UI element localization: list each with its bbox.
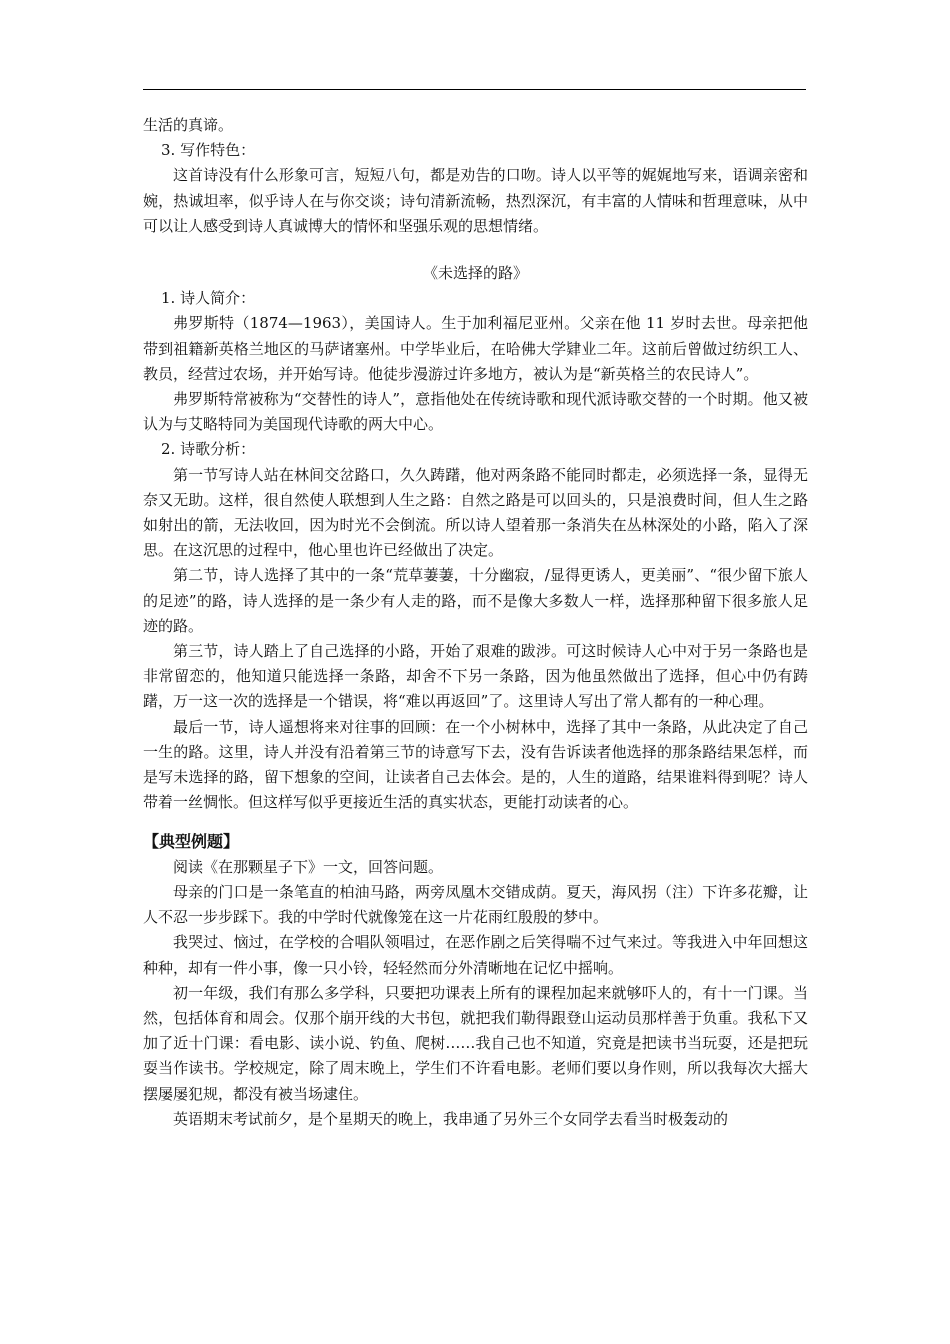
paragraph: 生活的真谛。 — [143, 116, 234, 134]
section-heading-examples: 【典型例题】 — [143, 832, 240, 852]
paragraph: 我哭过、恼过，在学校的合唱队领唱过，在恶作剧之后笑得喘不过气来过。等我进入中年回想这种种，却有一件小事，像一只小铃，轻轻然而分外清晰地在记忆中摇响。 — [143, 933, 808, 977]
paragraph: 弗罗斯特常被称为“交替性的诗人”，意指他处在传统诗歌和现代派诗歌交替的一个时期。他又被认为与艾略特同为美国现代诗歌的两大中心。 — [143, 390, 808, 434]
paragraph: 初一年级，我们有那么多学科，只要把功课表上所有的课程加起来就够吓人的，有十一门课。当然，包括体育和周会。仅那个崩开线的大书包，就把我们勒得跟登山运动员那样善于负重。我私下又加了近十门课：看电影、读小说、钓鱼、爬树……我自己也不知道，究竟是把读书当玩耍，还是把玩耍当作读书。学校规定，除了周末晚上，学生们不许看电影。老师们要以身作则，所以我每次大摇大摆屡屡犯规，都没有被当场逮住。 — [143, 983, 808, 1103]
paragraph: 最后一节，诗人遥想将来对往事的回顾：在一个小树林中，选择了其中一条路，从此决定了自己一生的路。这里，诗人并没有沿着第三节的诗意写下去，没有告诉读者他选择的那条路结果怎样，而是写未选择的路，留下想象的空间，让读者自己去体会。是的，人生的道路，结果谁料得到呢？诗人带着一丝惆怅。但这样写似乎更接近生活的真实状态，更能打动读者的心。 — [143, 717, 808, 812]
paragraph: 第二节，诗人选择了其中的一条“荒草萋萋，十分幽寂，/显得更诱人，更美丽”、“很少留下旅人的足迹”的路，诗人选择的是一条少有人走的路，而不是像大多数人一样，选择那种留下很多旅人足迹的路。 — [143, 566, 808, 635]
paragraph: 这首诗没有什么形象可言，短短八句，都是劝告的口吻。诗人以平等的娓娓地写来，语调亲密和婉，热诚坦率，似乎诗人在与你交谈；诗句清新流畅，热烈深沉，有丰富的人情味和哲理意味，从中可以让人感受到诗人真诚博大的情怀和坚强乐观的思想情绪。 — [143, 166, 808, 235]
subheading-poem-analysis: 2. 诗歌分析： — [161, 440, 256, 459]
paragraph: 第三节，诗人踏上了自己选择的小路，开始了艰难的跋涉。可这时候诗人心中对于另一条路也是非常留恋的，他知道只能选择一条路，却舍不下另一条路，因为他虽然做出了选择，但心中仍有踌躇，万一这一次的选择是一个错误，将“难以再返回”了。这里诗人写出了常人都有的一种心理。 — [143, 642, 808, 711]
paragraph: 阅读《在那颗星子下》一文，回答问题。 — [173, 857, 444, 876]
subheading-writing-style: 3. 写作特色： — [161, 141, 256, 160]
paragraph: 英语期末考试前夕，是个星期天的晚上，我串通了另外三个女同学去看当时极轰动的 — [173, 1109, 729, 1128]
header-rule — [143, 89, 806, 90]
paragraph: 第一节写诗人站在林间交岔路口，久久踌躇，他对两条路不能同时都走，必须选择一条，显得无奈又无助。这样，很自然使人联想到人生之路：自然之路是可以回头的，只是浪费时间，但人生之路如射出的箭，无法收回，因为时光不会倒流。所以诗人望着那一条消失在丛林深处的小路，陷入了深思。在这沉思的过程中，他心里也许已经做出了决定。 — [143, 465, 808, 560]
paragraph: 母亲的门口是一条笔直的柏油马路，两旁凤凰木交错成荫。夏天，海风拐（注）下许多花瓣，让人不忍一步步踩下。我的中学时代就像笼在这一片花雨红殷殷的梦中。 — [143, 882, 808, 927]
paragraph: 弗罗斯特（1874—1963），美国诗人。生于加利福尼亚州。父亲在他 11 岁时去世。母亲把他带到祖籍新英格兰地区的马萨诸塞州。中学毕业后，在哈佛大学肄业二年。这前后曾做过纺织工人、教员，经营过农场，并开始写诗。他徒步漫游过许多地方，被认为是“新英格兰的农民诗人”。 — [143, 314, 808, 383]
poem-title: 《未选择的路》 — [422, 264, 528, 283]
document-body — [143, 113, 808, 1132]
subheading-poet-intro: 1. 诗人简介： — [161, 289, 256, 308]
